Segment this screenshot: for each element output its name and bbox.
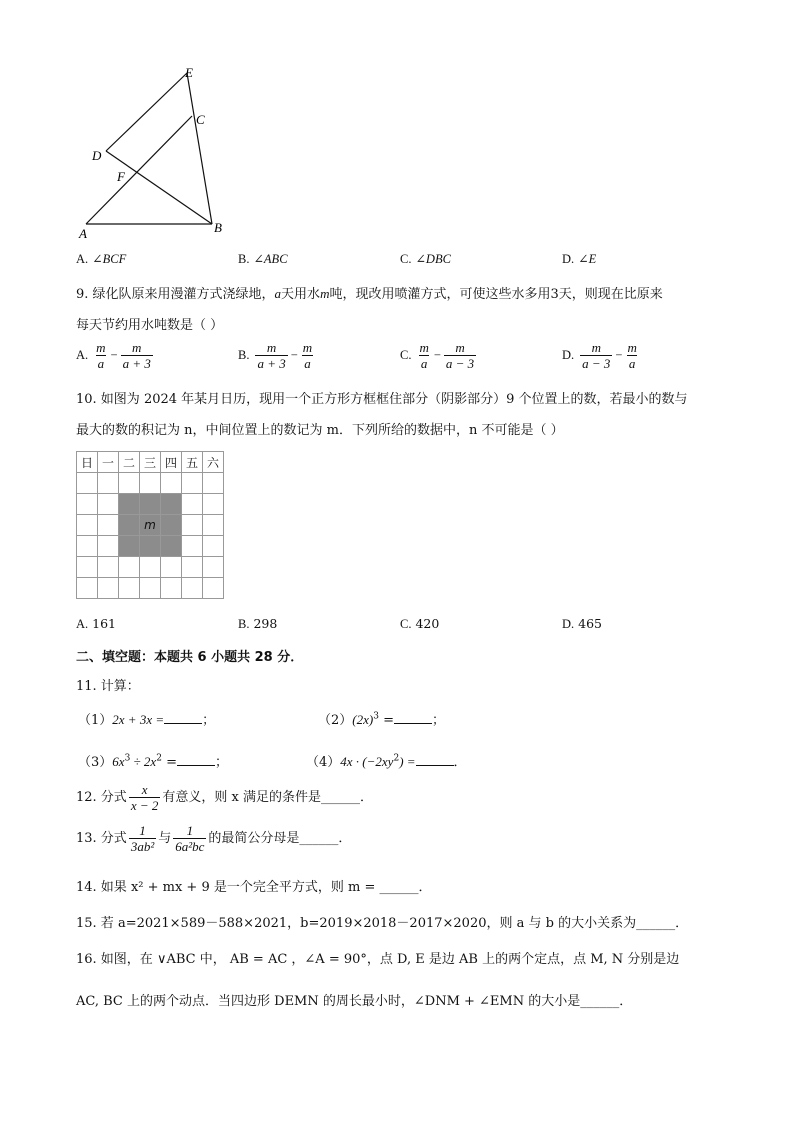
q16-line2: AC, BC 上的两个动点．当四边形 DEMN 的周长最小时，∠DNM + ∠EMN 的大小是______． [76, 994, 633, 1009]
calendar-header: 一 [98, 452, 119, 473]
shaded-cell [119, 494, 140, 515]
shaded-cell [161, 536, 182, 557]
option-text: ∠DBC [415, 252, 451, 266]
q10-option-b[interactable]: B. 298 [238, 616, 278, 631]
q14: 14. 如果 x² + mx + 9 是一个完全平方式，则 m = ______． [76, 880, 432, 895]
calendar-header: 四 [161, 452, 182, 473]
calendar-header: 六 [203, 452, 224, 473]
shaded-cell [161, 494, 182, 515]
section-heading: 二、填空题：本题共 6 小题共 28 分． [76, 650, 304, 665]
q8-option-c[interactable] [400, 251, 451, 267]
option-label: A. [76, 252, 89, 266]
calendar-header: 日 [77, 452, 98, 473]
q9-option-c[interactable]: C. $\frac{m}{a}$ − $\frac{m}{a - 3}$ [400, 340, 475, 371]
q9-option-b[interactable]: B. $\frac{m}{a + 3}$ − $\frac{m}{a}$ [238, 340, 313, 371]
option-text: ∠ABC [253, 252, 288, 266]
q9-option-d[interactable]: D. $\frac{m}{a - 3}$ − $\frac{m}{a}$ [562, 340, 637, 371]
q11-part3: $(3)6x^3 \div 2x^2$ = ； [78, 753, 228, 770]
q8-figure [70, 60, 240, 245]
q8-option-d[interactable] [562, 251, 596, 267]
q16-line1: 16. 如图，在 ∨ABC 中， AB = AC ，∠A = 90°，点 D, E 是边 AB 上的两个定点，点 M, N 分别是边 [76, 952, 680, 967]
q12: 12. 分式 $\frac{x}{x - 2}$ 有意义，则 x 满足的条件是______． [76, 782, 373, 813]
q11-part1: （1）2x + 3x = ； [78, 712, 216, 728]
label-D: D [92, 148, 102, 163]
shaded-cell [161, 515, 182, 536]
calendar-grid [76, 451, 224, 599]
q9-line2: 每天节约用水吨数是（ ） [76, 318, 224, 333]
q13: 13. 分式 $\frac{1}{\text{3ab²}}$ 与 $\frac{1}{\text{6a²bc}}$ 的最简公分母是______． [76, 823, 352, 854]
shaded-cell [140, 536, 161, 557]
q10-line2: 最大的数的积记为 n，中间位置上的数记为 m．下列所给的数据中，n 不可能是（ ） [76, 423, 564, 438]
q10-option-d[interactable]: D. 465 [562, 616, 602, 631]
q15: 15. 若 a=2021×589－588×2021，b=2019×2018－2017×2020，则 a 与 b 的大小关系为______． [76, 916, 689, 931]
answer-blank[interactable] [416, 753, 454, 766]
calendar-header-row [77, 452, 224, 473]
label-B: B [214, 220, 222, 235]
answer-blank[interactable] [177, 753, 215, 766]
label-A: A [79, 226, 87, 241]
shaded-cell [119, 515, 140, 536]
q11-part2: $(2)(2x)^3$ = ； [318, 711, 445, 728]
label-C: C [196, 112, 205, 127]
answer-blank[interactable] [394, 711, 432, 724]
calendar-header: 三 [140, 452, 161, 473]
option-text: ∠BCF [92, 252, 127, 266]
q10-line1: 10. 如图为 2024 年某月日历，现用一个正方形方框框住部分（阴影部分）9 个位置上的数，若最小的数与 [76, 392, 688, 407]
label-E: E [185, 65, 193, 80]
answer-blank[interactable] [164, 711, 202, 724]
label-F: F [117, 169, 125, 184]
q11-title: 11. 计算： [76, 679, 140, 694]
q11-part4: $(4)4x \cdot (-2xy^2)$ = ． [306, 753, 467, 770]
calendar-header: 二 [119, 452, 140, 473]
q10-option-c[interactable]: C. 420 [400, 616, 440, 631]
q9-line1: 9. 绿化队原来用漫灌方式浇绿地，a天用水m吨，现改用喷灌方式，可使这些水多用3天，则现在比原来 [76, 286, 663, 302]
shaded-cell [140, 494, 161, 515]
option-label: C. [400, 252, 412, 266]
q9-option-a[interactable]: A. $\frac{m}{a}$ − $\frac{m}{a + 3}$ [76, 340, 151, 371]
q8-option-b[interactable] [238, 251, 288, 267]
shaded-cell [119, 536, 140, 557]
calendar-header: 五 [182, 452, 203, 473]
q8-option-a[interactable] [76, 251, 126, 267]
option-label: B. [238, 252, 250, 266]
option-label: D. [562, 252, 575, 266]
option-text: ∠E [578, 252, 597, 266]
q10-option-a[interactable]: A. 161 [76, 616, 116, 631]
shaded-center-cell: m [140, 515, 161, 536]
